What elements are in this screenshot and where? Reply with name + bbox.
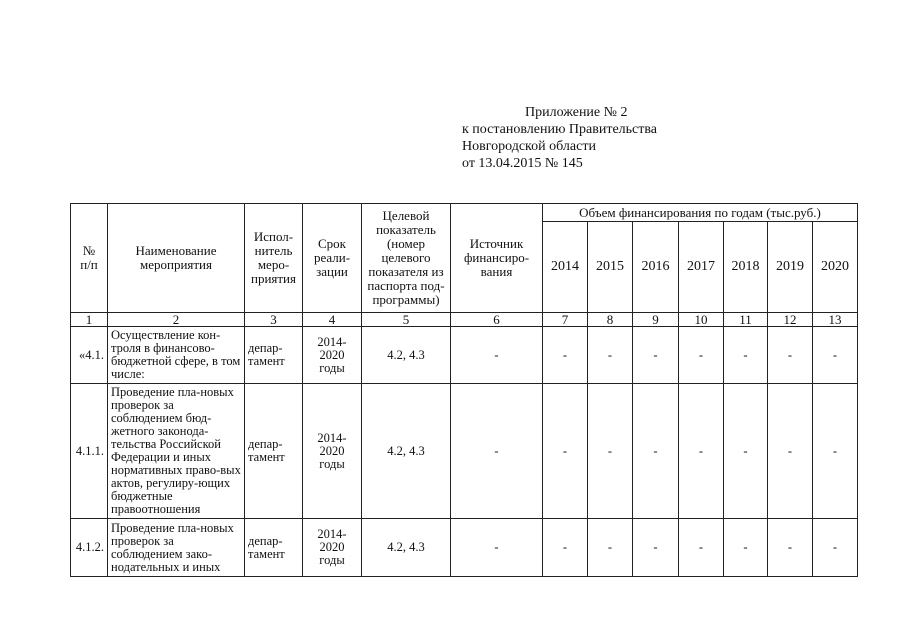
row-value: - — [724, 519, 768, 577]
row-name: Проведение пла-новых проверок за соблюдением бюд-жетного законода-тельства Российской Федерации и иных нормативных право-вых актов, регулиру-ющих бюджетные правоотношения — [108, 384, 245, 519]
colnum-8: 8 — [588, 313, 633, 327]
row-value: - — [768, 327, 813, 384]
row-target: 4.2, 4.3 — [362, 384, 451, 519]
row-source: - — [451, 384, 543, 519]
row-value: - — [588, 327, 633, 384]
row-term: 2014-2020 годы — [303, 519, 362, 577]
row-value: - — [724, 327, 768, 384]
header-name: Наименование мероприятия — [108, 204, 245, 313]
row-value: - — [768, 519, 813, 577]
resolution-line: к постановлению Правительства — [462, 122, 658, 137]
year-2019: 2019 — [768, 222, 813, 313]
row-num: 4.1.1. — [71, 384, 108, 519]
header-num: № п/п — [71, 204, 108, 313]
row-target: 4.2, 4.3 — [362, 327, 451, 384]
row-value: - — [813, 327, 858, 384]
colnum-13: 13 — [813, 313, 858, 327]
colnum-11: 11 — [724, 313, 768, 327]
row-term: 2014-2020 годы — [303, 384, 362, 519]
row-source: - — [451, 519, 543, 577]
colnum-10: 10 — [679, 313, 724, 327]
colnum-4: 4 — [303, 313, 362, 327]
row-name: Проведение пла-новых проверок за соблюдением зако-нодательных и иных — [108, 519, 245, 577]
row-value: - — [679, 327, 724, 384]
row-value: - — [543, 327, 588, 384]
funding-table — [70, 203, 858, 577]
table-row — [71, 519, 858, 577]
colnum-2: 2 — [108, 313, 245, 327]
row-name: Осуществление кон-троля в финансово-бюджетной сфере, в том числе: — [108, 327, 245, 384]
row-value: - — [679, 384, 724, 519]
year-2016: 2016 — [633, 222, 679, 313]
table-row — [71, 384, 858, 519]
colnum-6: 6 — [451, 313, 543, 327]
header-term: Срок реали-зации — [303, 204, 362, 313]
row-value: - — [543, 519, 588, 577]
header-source: Источник финансиро-вания — [451, 204, 543, 313]
row-value: - — [679, 519, 724, 577]
colnum-3: 3 — [245, 313, 303, 327]
header-funding: Объем финансирования по годам (тыс.руб.) — [543, 204, 858, 222]
colnum-12: 12 — [768, 313, 813, 327]
document-header — [462, 104, 657, 172]
row-executor: депар-тамент — [245, 327, 303, 384]
row-value: - — [588, 519, 633, 577]
row-value: - — [813, 519, 858, 577]
year-2015: 2015 — [588, 222, 633, 313]
header-target: Целевой показатель (номер целевого показателя из паспорта под-программы) — [362, 204, 451, 313]
row-value: - — [633, 327, 679, 384]
row-value: - — [588, 384, 633, 519]
row-executor: депар-тамент — [245, 519, 303, 577]
row-value: - — [813, 384, 858, 519]
row-source: - — [451, 327, 543, 384]
region-line: Новгородской области — [462, 139, 596, 154]
row-num: 4.1.2. — [71, 519, 108, 577]
year-2020: 2020 — [813, 222, 858, 313]
table-row — [71, 327, 858, 384]
colnum-7: 7 — [543, 313, 588, 327]
row-value: - — [633, 384, 679, 519]
row-value: - — [724, 384, 768, 519]
row-num: «4.1. — [71, 327, 108, 384]
year-2018: 2018 — [724, 222, 768, 313]
row-term: 2014-2020 годы — [303, 327, 362, 384]
year-2017: 2017 — [679, 222, 724, 313]
header-executor: Испол-нитель меро-приятия — [245, 204, 303, 313]
year-2014: 2014 — [543, 222, 588, 313]
row-target: 4.2, 4.3 — [362, 519, 451, 577]
colnum-5: 5 — [362, 313, 451, 327]
colnum-9: 9 — [633, 313, 679, 327]
row-executor: депар-тамент — [245, 384, 303, 519]
date-line: от 13.04.2015 № 145 — [462, 156, 583, 171]
appendix-label: Приложение № 2 — [525, 105, 628, 120]
row-value: - — [543, 384, 588, 519]
row-value: - — [768, 384, 813, 519]
colnum-1: 1 — [71, 313, 108, 327]
row-value: - — [633, 519, 679, 577]
